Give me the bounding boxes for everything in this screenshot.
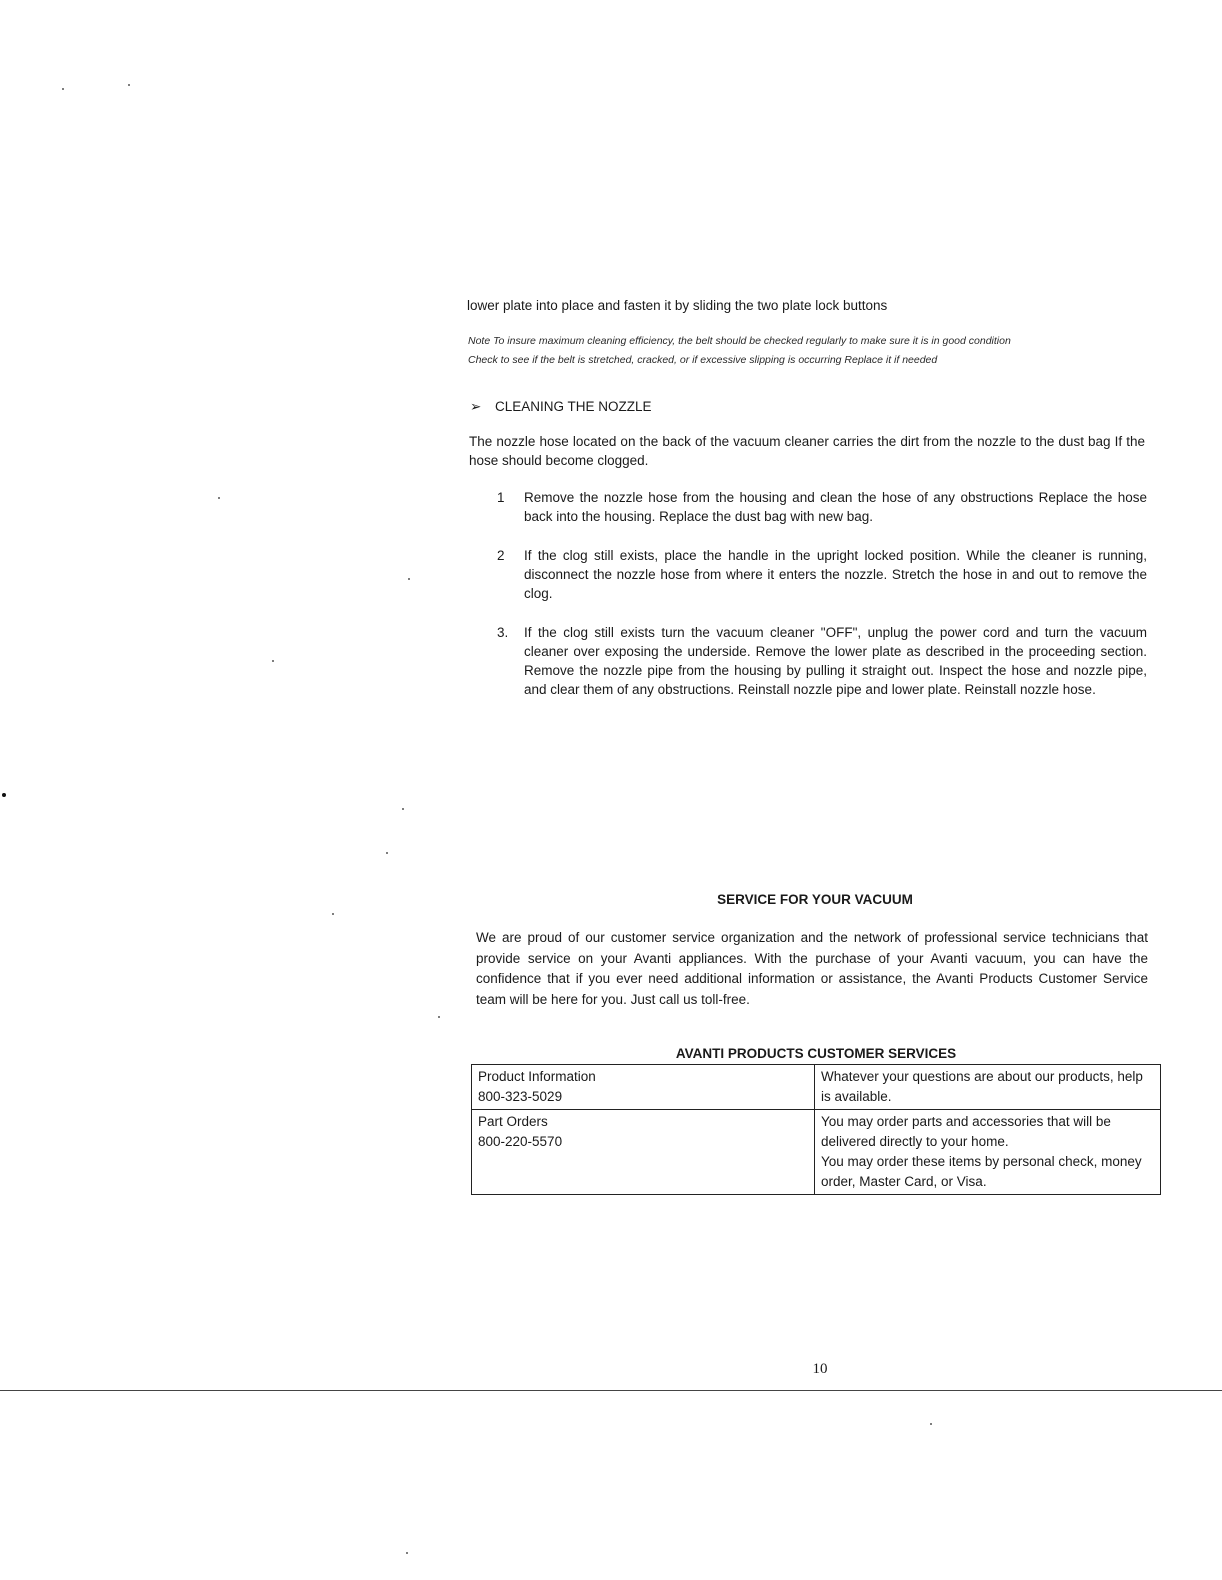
table-cell bbox=[815, 1065, 1161, 1110]
table-title: AVANTI PRODUCTS CUSTOMER SERVICES bbox=[675, 1046, 957, 1061]
note-line-1: Note To insure maximum cleaning efficiency, the belt should be checked regularly to make sure it is in good condition bbox=[468, 335, 1011, 347]
table-cell bbox=[472, 1065, 815, 1110]
scan-speck bbox=[438, 1016, 440, 1018]
table-row bbox=[472, 1065, 1161, 1110]
service-paragraph: We are proud of our customer service organization and the network of professional service technicians that provide service on your Avanti appliances. With the purchase of your Avanti vacuum, you can have the confidence that if you ever need additional information or assistance, the Avanti Products Customer Service team will be here for you. Just call us toll-free. bbox=[476, 930, 1148, 1007]
scan-speck bbox=[128, 84, 130, 86]
list-item bbox=[497, 546, 1147, 603]
nozzle-paragraph: The nozzle hose located on the back of the vacuum cleaner carries the dirt from the nozzle to the dust bag If the hose should become clogged. bbox=[469, 434, 1145, 468]
service-description: You may order parts and accessories that will be delivered directly to your home. bbox=[821, 1114, 1111, 1149]
footer-rule bbox=[0, 1390, 1222, 1391]
list-text: Remove the nozzle hose from the housing and clean the hose of any obstructions Replace the hose back into the housing. Replace the dust bag with new bag. bbox=[524, 490, 1147, 524]
list-number: 3. bbox=[497, 625, 509, 640]
table-cell bbox=[472, 1110, 815, 1195]
service-description: Whatever your questions are about our products, help is available. bbox=[821, 1069, 1143, 1104]
bullet-arrow-icon: ➢ bbox=[470, 399, 482, 414]
scan-speck bbox=[62, 88, 64, 90]
list-text: If the clog still exists, place the handle in the upright locked position. While the cleaner is running, disconnect the nozzle hose from where it enters the nozzle. Stretch the hose in and out to remove the clog. bbox=[524, 548, 1147, 601]
service-description: You may order these items by personal check, money order, Master Card, or Visa. bbox=[821, 1154, 1142, 1189]
scan-speck bbox=[386, 852, 388, 854]
list-number: 1 bbox=[497, 490, 505, 505]
phone-number: 800-323-5029 bbox=[478, 1089, 563, 1104]
scan-speck bbox=[272, 660, 274, 662]
customer-services-table bbox=[471, 1064, 1161, 1195]
intro-line: lower plate into place and fasten it by sliding the two plate lock buttons bbox=[467, 298, 888, 313]
phone-number: 800-220-5570 bbox=[478, 1134, 563, 1149]
section-heading-nozzle: CLEANING THE NOZZLE bbox=[495, 399, 652, 414]
table-row bbox=[472, 1110, 1161, 1195]
scan-speck bbox=[332, 913, 334, 915]
note-line-2: Check to see if the belt is stretched, cracked, or if excessive slipping is occurring Replace it if needed bbox=[468, 354, 938, 366]
service-heading: SERVICE FOR YOUR VACUUM bbox=[717, 892, 913, 907]
scan-speck bbox=[406, 1552, 408, 1554]
scan-speck bbox=[930, 1423, 932, 1425]
list-text: If the clog still exists turn the vacuum cleaner "OFF", unplug the power cord and turn the vacuum cleaner over exposing the underside. Remove the lower plate as described in the proceeding section. Remove the nozzle pipe from the housing by pulling it straight out. Inspect the hose and nozzle pipe, and clear them of any obstructions. Reinstall nozzle pipe and lower plate. Reinstall nozzle hose. bbox=[524, 625, 1147, 697]
scan-speck bbox=[402, 808, 404, 810]
list-item bbox=[497, 488, 1147, 526]
scan-speck bbox=[408, 578, 410, 580]
list-item bbox=[497, 623, 1147, 699]
page-number: 10 bbox=[812, 1361, 828, 1377]
scan-speck bbox=[218, 497, 220, 499]
table-cell bbox=[815, 1110, 1161, 1195]
service-label: Part Orders bbox=[478, 1114, 548, 1129]
list-number: 2 bbox=[497, 548, 505, 563]
service-label: Product Information bbox=[478, 1069, 596, 1084]
scan-speck bbox=[2, 793, 6, 797]
